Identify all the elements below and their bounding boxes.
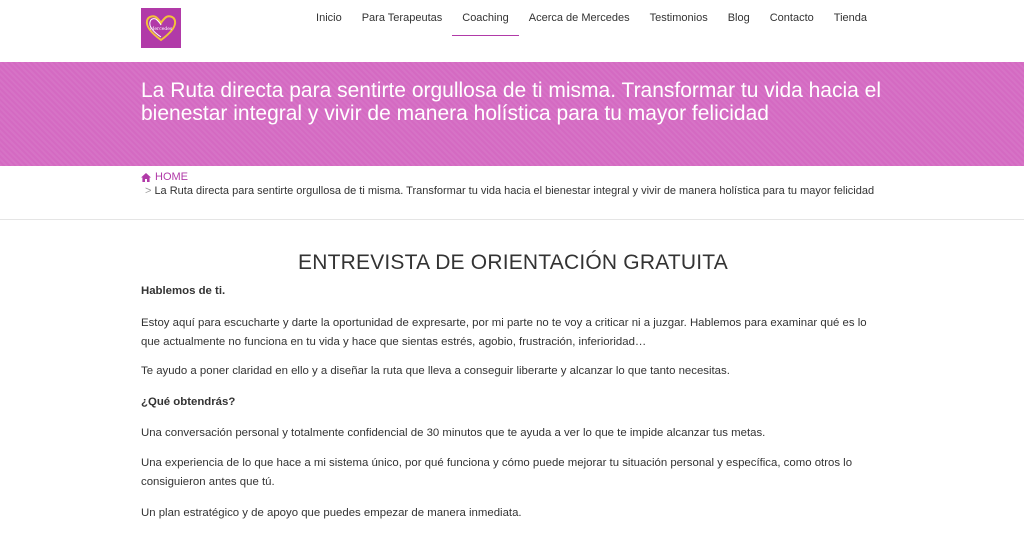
breadcrumb-home-label: HOME	[155, 171, 188, 183]
nav-item-acerca-de-mercedes[interactable]: Acerca de Mercedes	[528, 12, 630, 24]
nav-item-contacto[interactable]: Contacto	[769, 12, 814, 24]
page-banner	[0, 62, 1024, 166]
nav-item-inicio[interactable]: Inicio	[316, 12, 342, 24]
breadcrumb-current-label: La Ruta directa para sentirte orgullosa de ti misma. Transformar tu vida hacia el bienestar integral y vivir de manera holística para tu mayor felicidad	[154, 185, 875, 197]
nav-item-para-terapeutas[interactable]: Para Terapeutas	[361, 12, 443, 24]
site-logo[interactable]	[141, 8, 181, 48]
divider	[0, 219, 1024, 220]
main-nav	[306, 11, 877, 36]
page-title: La Ruta directa para sentirte orgullosa de ti misma. Transformar tu vida hacia el bienestar integral y vivir de manera holística para tu mayor felicidad	[141, 79, 882, 125]
nav-item-testimonios[interactable]: Testimonios	[649, 12, 708, 24]
main-content	[141, 248, 885, 519]
benefit-plan: Un plan estratégico y de apoyo que puedes empezar de manera inmediata.	[141, 507, 522, 519]
breadcrumb	[141, 170, 901, 198]
benefits-heading: ¿Qué obtendrás?	[141, 396, 236, 408]
breadcrumb-current	[141, 184, 901, 198]
heart-logo-icon	[144, 13, 178, 43]
paragraph-intro: Estoy aquí para escucharte y darte la oportunidad de expresarte, por mi parte no te voy a criticar ni a juzgar. Hablemos para examinar qué es lo que actualmente no funciona en tu vida y hace que sientas estrés, agobio, frustración, inferioridad…	[141, 317, 867, 348]
site-header	[0, 0, 1024, 62]
paragraph-help: Te ayudo a poner claridad en ello y a diseñar la ruta que lleva a conseguir liberarte y alcanzar lo que tanto necesitas.	[141, 365, 730, 377]
breadcrumb-separator: >	[145, 185, 152, 197]
section-heading: ENTREVISTA DE ORIENTACIÓN GRATUITA	[298, 251, 728, 274]
nav-item-coaching[interactable]: Coaching	[452, 11, 518, 36]
benefit-experience: Una experiencia de lo que hace a mi sistema único, por qué funciona y cómo puede mejorar tu situación personal y específica, como otros lo consiguieron antes que tú.	[141, 457, 853, 488]
nav-item-blog[interactable]: Blog	[727, 12, 750, 24]
nav-item-tienda[interactable]: Tienda	[833, 12, 867, 24]
intro-heading: Hablemos de ti.	[141, 285, 226, 297]
svg-text:Mercedes: Mercedes	[149, 27, 173, 32]
home-icon	[141, 173, 151, 182]
benefit-conversation: Una conversación personal y totalmente confidencial de 30 minutos que te ayuda a ver lo que te impide alcanzar tus metas.	[141, 427, 766, 439]
breadcrumb-home-link[interactable]	[141, 170, 901, 184]
